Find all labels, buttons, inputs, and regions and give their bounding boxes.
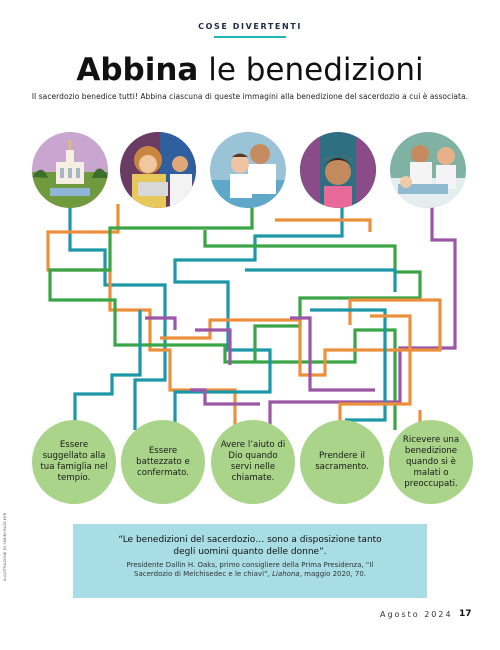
blessing-label: Essere battezzato e confermato. [136,445,190,478]
temple-icon [32,132,108,208]
blessing-picture [300,132,376,208]
quote-source [73,561,427,579]
blessing-circle-baptism[interactable] [121,420,205,504]
page-number: 17 [459,609,472,619]
quote-source-prefix: Presidente Dallin H. Oaks, primo consigliere della Prima Presidenza, “Il Sacerdozio di Melchisedec e le chiavi”, [126,561,374,578]
footer-month: Agosto 2024 [380,610,453,619]
quote-source-italic: Liahona [272,570,300,578]
baptism-icon [210,132,286,208]
blessing-circle-callings[interactable] [211,420,295,504]
hospital-bed-icon [390,132,466,208]
maze-line-green-1 [50,204,395,430]
blessing-label: Ricevere una benedizione quando si è malati o preoccupati. [402,434,460,489]
maze-line-green-2 [205,230,420,362]
title-bold: Abbina [76,52,199,88]
illustration-credit-text: ILLUSTRAZIONI DI SIMINI BLOCKER [3,512,7,581]
quote-text: “Le benedizioni del sacerdozio… sono a disposizione tanto degli uomini quanto delle donne”. [118,535,382,557]
sick-blessing-picture [390,132,466,208]
blessing-label: Essere suggellato alla tua famiglia nel tempio. [40,440,108,483]
baptism-picture [210,132,286,208]
section-label: COSE DIVERTENTI [198,22,302,31]
instructions: Il sacerdozio benedice tutti! Abbina ciascuna di queste immagini alla benedizione del sacerdozio a cui è associata. [31,92,469,101]
illustration-credit [0,510,10,590]
temple-picture [32,132,108,208]
quote-source-suffix: , maggio 2020, 70. [299,570,366,578]
blessing-label: Avere l’aiuto di Dio quando servi nelle chiamate. [220,440,286,483]
blessing-circle-sacrament[interactable] [300,420,384,504]
hands-on-head-icon [300,132,376,208]
maze-line-orange-3 [340,316,420,430]
maze-line-teal-2 [175,204,342,430]
blessing-circle-sick-blessing[interactable] [389,420,473,504]
title-light: le benedizioni [208,52,424,88]
quote-box [73,524,427,598]
sacrament-tray-icon [120,132,196,208]
sacrament-picture [120,132,196,208]
blessing-label: Prendere il sacramento. [315,451,369,472]
blessing-circle-temple-sealing[interactable] [32,420,116,504]
